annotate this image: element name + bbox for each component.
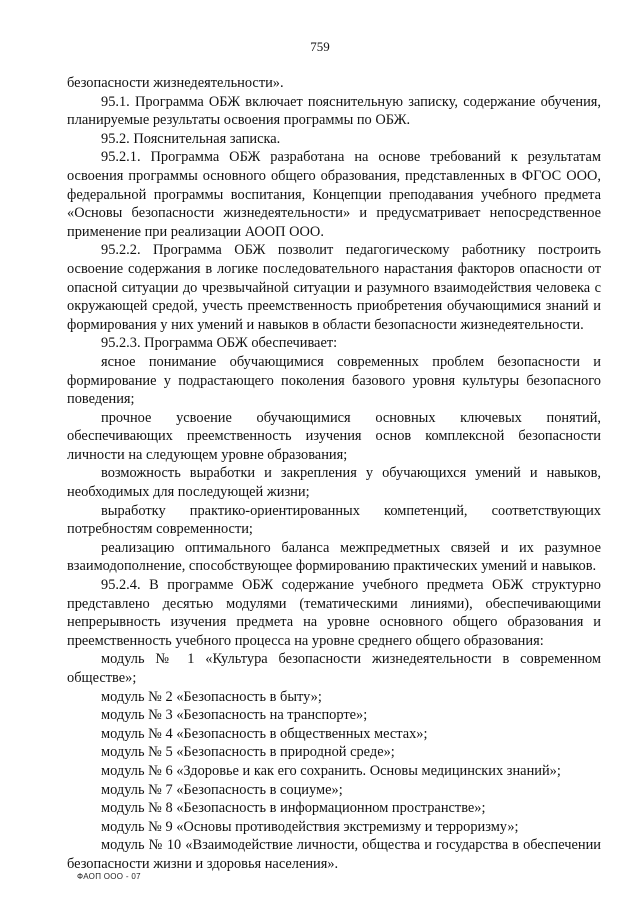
paragraph: модуль № 7 «Безопасность в социуме»; bbox=[101, 781, 343, 798]
paragraph: прочное усвоение обучающимися основных ключевых понятий, обеспечивающих преемственность изучения основ комплексной безопасности личности на следующем уровне образования; bbox=[67, 409, 601, 463]
paragraph: выработку практико-ориентированных компетенций, соответствующих потребностям современности; bbox=[67, 502, 601, 538]
paragraph: модуль № 4 «Безопасность в общественных местах»; bbox=[101, 725, 428, 742]
paragraph: безопасности жизнедеятельности». bbox=[67, 75, 284, 91]
paragraph: 95.2.3. Программа ОБЖ обеспечивает: bbox=[101, 335, 338, 352]
paragraph: модуль № 8 «Безопасность в информационном пространстве»; bbox=[101, 800, 486, 817]
footer-document-code: ФАОП ООО - 07 bbox=[77, 872, 141, 881]
paragraph: модуль № 3 «Безопасность на транспорте»; bbox=[101, 707, 368, 724]
paragraph: модуль № 6 «Здоровье и как его сохранить. Основы медицинских знаний»; bbox=[101, 762, 561, 779]
paragraph: 95.2.2. Программа ОБЖ позволит педагогическому работнику построить освоение содержания в логике последовательного нарастания факторов опасности от опасной ситуации до чрезвычайной ситуации и разумного взаимодействия человека с окружающей средой, учесть преемственность приобретения обучающимися знаний и формирования у них умений и навыков в области безопасности жизнедеятельности. bbox=[67, 242, 601, 333]
paragraph: 95.2. Пояснительная записка. bbox=[101, 130, 281, 147]
paragraph: модуль № 1 «Культура безопасности жизнедеятельности в современном обществе»; bbox=[67, 651, 601, 686]
paragraph: 95.1. Программа ОБЖ включает пояснительную записку, содержание обучения, планируемые результаты освоения программы по ОБЖ. bbox=[67, 93, 601, 129]
page-number: 759 bbox=[310, 39, 330, 54]
paragraph: ясное понимание обучающимися современных проблем безопасности и формирование у подрастающего поколения базового уровня культуры безопасного поведения; bbox=[67, 353, 601, 408]
document-body bbox=[67, 74, 601, 874]
paragraph: модуль № 9 «Основы противодействия экстремизму и терроризму»; bbox=[101, 818, 519, 835]
paragraph: модуль № 2 «Безопасность в быту»; bbox=[101, 688, 322, 705]
paragraph: 95.2.1. Программа ОБЖ разработана на основе требований к результатам освоения программы основного общего образования, представленных в ФГОС ООО, федеральной программы воспитания, Концепции преподавания учебного предмета «Основы безопасности жизнедеятельности» и предусматривает непосредственное применение при реализации АООП ООО. bbox=[67, 149, 601, 240]
paragraph: реализацию оптимального баланса межпредметных связей и их разумное взаимодополнение, способствующее формированию практических умений и навыков. bbox=[67, 539, 601, 575]
paragraph: модуль № 10 «Взаимодействие личности, общества и государства в обеспечении безопасности жизни и здоровья населения». bbox=[67, 837, 601, 872]
paragraph: 95.2.4. В программе ОБЖ содержание учебного предмета ОБЖ структурно представлено десятью модулями (тематическими линиями), обеспечивающими непрерывность изучения предмета на уровне основного общего образования и преемственность учебного процесса на уровне среднего общего образования: bbox=[67, 577, 601, 649]
paragraph: возможность выработки и закрепления у обучающихся умений и навыков, необходимых для последующей жизни; bbox=[67, 465, 601, 501]
paragraph: модуль № 5 «Безопасность в природной среде»; bbox=[101, 744, 395, 761]
